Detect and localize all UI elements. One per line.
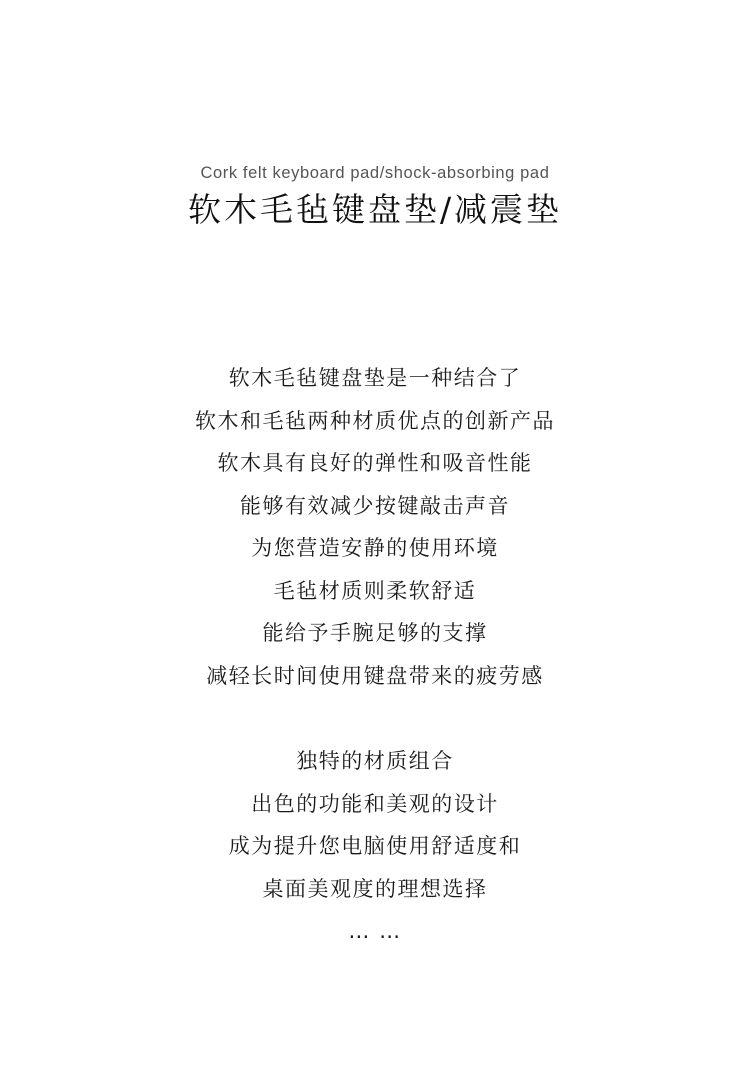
description-line: 减轻长时间使用键盘带来的疲劳感 <box>206 663 544 688</box>
subtitle-english: Cork felt keyboard pad/shock-absorbing pad <box>200 164 550 182</box>
description-line: 成为提升您电脑使用舒适度和 <box>228 834 522 858</box>
description-line: 软木毛毡键盘垫是一种结合了 <box>228 366 522 390</box>
description-line: 软木和毛毡两种材质优点的创新产品 <box>195 408 555 433</box>
description-line: 软木具有良好的弹性和吸音性能 <box>217 451 533 475</box>
description-line: 出色的功能和美观的设计 <box>251 791 499 816</box>
ellipsis-line: … … <box>348 919 402 943</box>
description-line: 独特的材质组合 <box>296 749 454 773</box>
description-line: 桌面美观度的理想选择 <box>262 876 488 901</box>
description-text <box>0 357 750 953</box>
paragraph-spacer <box>0 697 750 740</box>
description-line: 为您营造安静的使用环境 <box>251 536 499 560</box>
page-title: 软木毛毡键盘垫/减震垫 <box>187 190 563 229</box>
description-line: 毛毡材质则柔软舒适 <box>273 578 477 603</box>
description-line: 能够有效减少按键敲击声音 <box>240 493 510 518</box>
description-line: 能给予手腕足够的支撑 <box>262 621 488 645</box>
